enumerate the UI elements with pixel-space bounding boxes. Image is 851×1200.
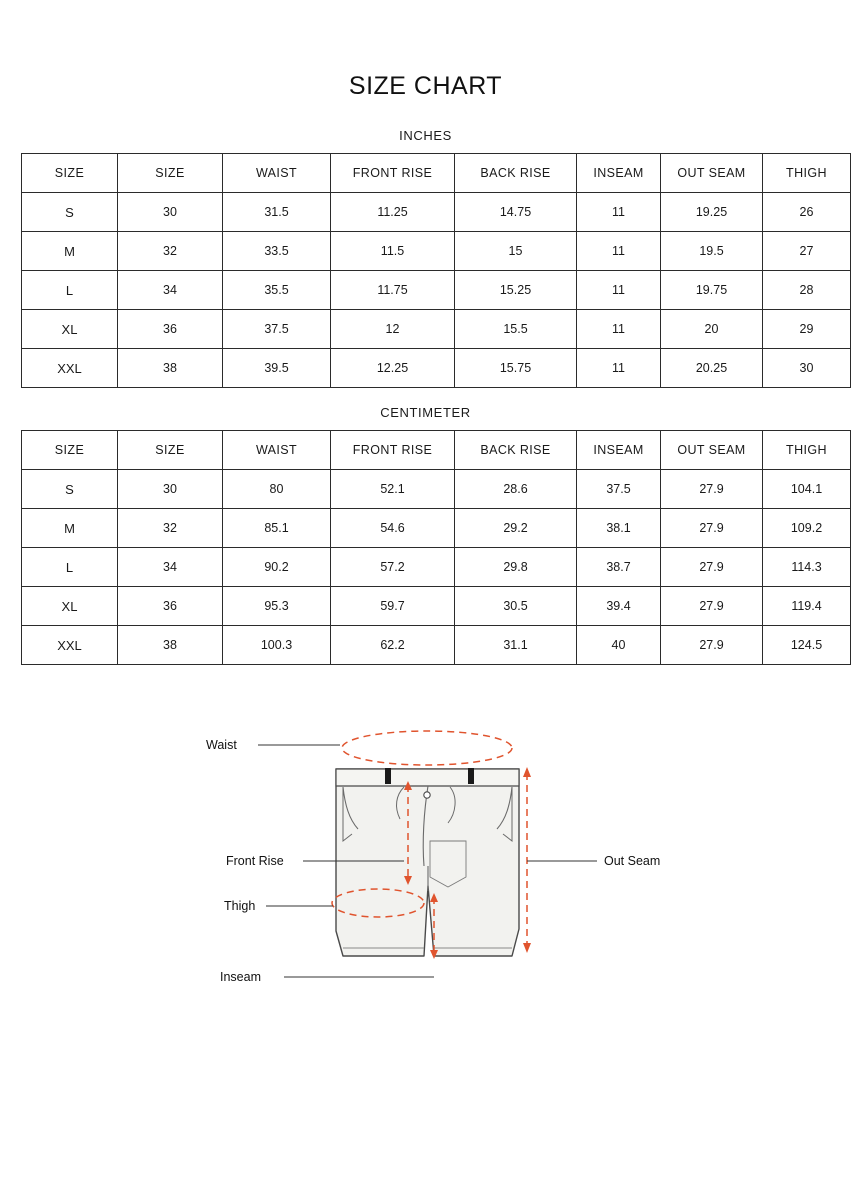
cell-out-seam: 20.25 <box>661 349 763 388</box>
inches-size-table <box>21 153 851 388</box>
measurement-diagram <box>0 701 851 1061</box>
cell-inseam: 11 <box>577 349 661 388</box>
cell-back-rise: 14.75 <box>455 193 577 232</box>
cell-size-num: 38 <box>118 626 223 665</box>
cell-inseam: 11 <box>577 193 661 232</box>
cell-thigh: 28 <box>763 271 851 310</box>
table-row <box>22 232 851 271</box>
callout-inseam-label: Inseam <box>220 970 261 984</box>
cell-size-num: 30 <box>118 193 223 232</box>
column-header: SIZE <box>118 154 223 193</box>
cell-out-seam: 27.9 <box>661 626 763 665</box>
cell-waist: 33.5 <box>223 232 331 271</box>
cell-thigh: 29 <box>763 310 851 349</box>
cell-back-rise: 15.75 <box>455 349 577 388</box>
table-row <box>22 626 851 665</box>
column-header: SIZE <box>118 431 223 470</box>
page-title: SIZE CHART <box>348 72 503 100</box>
cell-front-rise: 59.7 <box>331 587 455 626</box>
column-header: WAIST <box>223 431 331 470</box>
cell-thigh: 119.4 <box>763 587 851 626</box>
cell-size: XXL <box>22 349 118 388</box>
cell-back-rise: 15 <box>455 232 577 271</box>
cell-back-rise: 29.2 <box>455 509 577 548</box>
cell-size-num: 34 <box>118 271 223 310</box>
cell-out-seam: 27.9 <box>661 587 763 626</box>
shorts-illustration <box>336 768 519 956</box>
section-label-centimeter: CENTIMETER <box>380 405 471 420</box>
cell-back-rise: 31.1 <box>455 626 577 665</box>
cell-waist: 39.5 <box>223 349 331 388</box>
table-row <box>22 271 851 310</box>
cell-thigh: 26 <box>763 193 851 232</box>
cell-size: L <box>22 271 118 310</box>
table-row <box>22 587 851 626</box>
cell-waist: 35.5 <box>223 271 331 310</box>
waist-measure-ellipse <box>342 731 512 765</box>
cell-front-rise: 11.5 <box>331 232 455 271</box>
cell-front-rise: 11.25 <box>331 193 455 232</box>
callout-waist-label: Waist <box>206 738 237 752</box>
cell-size: XXL <box>22 626 118 665</box>
column-header: THIGH <box>763 431 851 470</box>
cell-inseam: 11 <box>577 310 661 349</box>
cell-back-rise: 29.8 <box>455 548 577 587</box>
cell-inseam: 38.7 <box>577 548 661 587</box>
cell-front-rise: 52.1 <box>331 470 455 509</box>
section-label-inches: INCHES <box>399 128 452 143</box>
cell-back-rise: 28.6 <box>455 470 577 509</box>
cell-size: XL <box>22 310 118 349</box>
cell-inseam: 11 <box>577 271 661 310</box>
column-header: OUT SEAM <box>661 431 763 470</box>
callout-thigh-label: Thigh <box>224 899 256 913</box>
column-header: BACK RISE <box>455 431 577 470</box>
cell-out-seam: 19.25 <box>661 193 763 232</box>
table-header-row <box>22 431 851 470</box>
cell-thigh: 27 <box>763 232 851 271</box>
table-row <box>22 349 851 388</box>
column-header: WAIST <box>223 154 331 193</box>
cell-size: XL <box>22 587 118 626</box>
cell-waist: 37.5 <box>223 310 331 349</box>
cell-inseam: 38.1 <box>577 509 661 548</box>
cell-out-seam: 27.9 <box>661 509 763 548</box>
cell-size: M <box>22 509 118 548</box>
cell-front-rise: 11.75 <box>331 271 455 310</box>
cell-size-num: 38 <box>118 349 223 388</box>
callout-front-rise-label: Front Rise <box>226 854 284 868</box>
cell-thigh: 109.2 <box>763 509 851 548</box>
cell-out-seam: 20 <box>661 310 763 349</box>
cell-out-seam: 27.9 <box>661 548 763 587</box>
table-row <box>22 470 851 509</box>
column-header: INSEAM <box>577 431 661 470</box>
cell-size-num: 30 <box>118 470 223 509</box>
table-row <box>22 310 851 349</box>
cell-waist: 85.1 <box>223 509 331 548</box>
centimeter-size-table <box>21 430 851 665</box>
cell-front-rise: 12.25 <box>331 349 455 388</box>
cell-size-num: 34 <box>118 548 223 587</box>
cell-out-seam: 27.9 <box>661 470 763 509</box>
column-header: INSEAM <box>577 154 661 193</box>
cell-thigh: 124.5 <box>763 626 851 665</box>
cell-back-rise: 15.5 <box>455 310 577 349</box>
cell-size: L <box>22 548 118 587</box>
column-header: SIZE <box>22 154 118 193</box>
cell-inseam: 11 <box>577 232 661 271</box>
cell-size-num: 36 <box>118 310 223 349</box>
cell-front-rise: 62.2 <box>331 626 455 665</box>
cell-back-rise: 15.25 <box>455 271 577 310</box>
cell-back-rise: 30.5 <box>455 587 577 626</box>
table-row <box>22 548 851 587</box>
cell-thigh: 30 <box>763 349 851 388</box>
column-header: FRONT RISE <box>331 154 455 193</box>
table-row <box>22 509 851 548</box>
cell-inseam: 40 <box>577 626 661 665</box>
cell-front-rise: 57.2 <box>331 548 455 587</box>
inches-table-wrapper <box>0 153 851 388</box>
cell-front-rise: 12 <box>331 310 455 349</box>
cell-size-num: 36 <box>118 587 223 626</box>
cell-waist: 80 <box>223 470 331 509</box>
cell-size-num: 32 <box>118 232 223 271</box>
cell-waist: 90.2 <box>223 548 331 587</box>
column-header: THIGH <box>763 154 851 193</box>
cell-waist: 31.5 <box>223 193 331 232</box>
centimeter-table-wrapper <box>0 430 851 665</box>
callout-out-seam-label: Out Seam <box>604 854 661 868</box>
cell-inseam: 37.5 <box>577 470 661 509</box>
column-header: BACK RISE <box>455 154 577 193</box>
column-header: SIZE <box>22 431 118 470</box>
cell-out-seam: 19.5 <box>661 232 763 271</box>
cell-size: M <box>22 232 118 271</box>
cell-front-rise: 54.6 <box>331 509 455 548</box>
table-header-row <box>22 154 851 193</box>
cell-inseam: 39.4 <box>577 587 661 626</box>
cell-size-num: 32 <box>118 509 223 548</box>
cell-waist: 95.3 <box>223 587 331 626</box>
cell-thigh: 114.3 <box>763 548 851 587</box>
column-header: FRONT RISE <box>331 431 455 470</box>
cell-size: S <box>22 470 118 509</box>
column-header: OUT SEAM <box>661 154 763 193</box>
cell-waist: 100.3 <box>223 626 331 665</box>
cell-thigh: 104.1 <box>763 470 851 509</box>
cell-out-seam: 19.75 <box>661 271 763 310</box>
cell-size: S <box>22 193 118 232</box>
table-row <box>22 193 851 232</box>
